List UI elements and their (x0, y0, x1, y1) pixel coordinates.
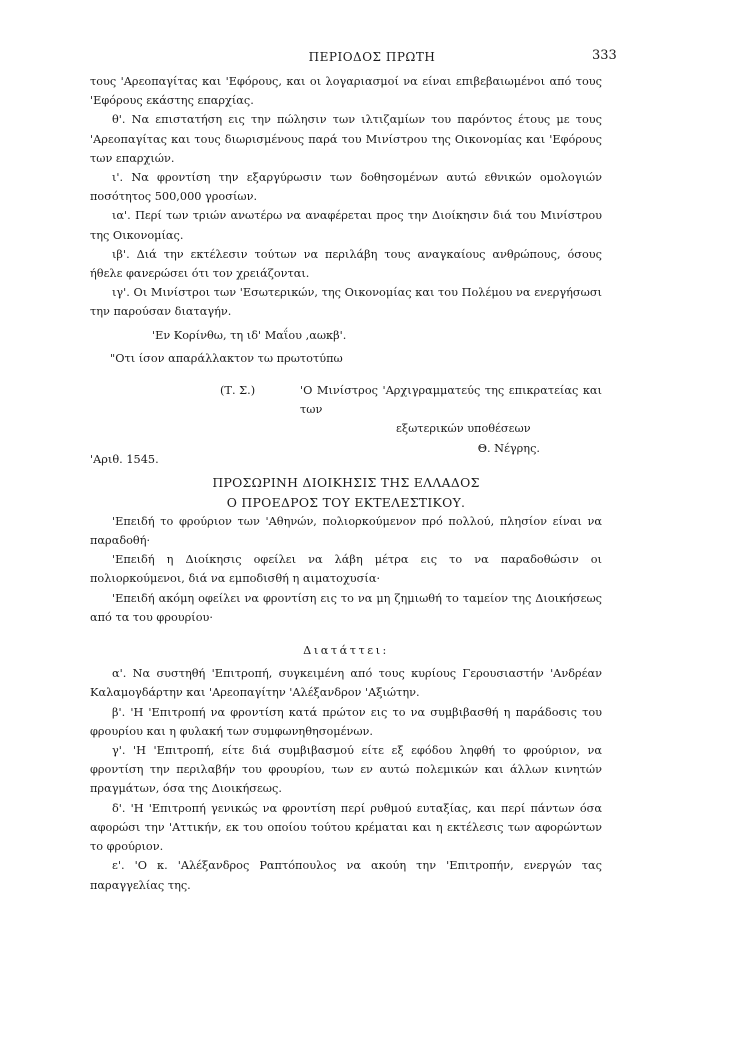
paragraph-continuation: τους 'Αρεοπαγίτας και 'Εφόρους, και οι λογαριασμοί να είναι επιβεβαιωμένοι από τους 'Εφόρους εκάστης επαρχίας. (90, 75, 602, 108)
article-theta: θ'. Να επιστατήση εις την πώλησιν των ιλτιζαμίων του παρόντος έτους με τους 'Αρεοπαγίτας και τους διωρισμένους παρά του Μινίστρου της Οικονομίας και 'Εφόρους των επαρχιών. (90, 113, 602, 165)
page-number: 333 (592, 48, 617, 63)
place-date: 'Εν Κορίνθω, τη ιδ' Μαΐου ,αωκβ'. (152, 328, 347, 342)
article-e: ε'. 'Ο κ. 'Αλέξανδρος Ραπτόπουλος να ακούη την 'Επιτροπήν, ενεργών τας παραγγελίας της. (90, 859, 602, 892)
page-body (90, 72, 602, 895)
article-a: α'. Να συστηθή 'Επιτροπή, συγκειμένη από τους κυρίους Γερουσιαστήν 'Ανδρέαν Καλαμογδάρτην και 'Αρεοπαγίτην 'Αλέξανδρον 'Αξιώτην. (90, 667, 602, 700)
signature-block (300, 381, 602, 458)
whereas-clause-3: 'Επειδή ακόμη οφείλει να φροντίση εις το να μη ζημιωθή το ταμείον της Διοικήσεως από τα του φρουρίου· (90, 591, 602, 624)
article-ig: ιγ'. Οι Μινίστροι των 'Εσωτερικών, της Οικονομίας και του Πολέμου να ενεργήσωσι την παρούσαν διαταγήν. (90, 286, 602, 319)
article-b: β'. 'Η 'Επιτροπή να φροντίση κατά πρώτον εις το να συμβιβασθή η παράδοσις του φρουρίου και η φυλακή των συμφωνηθησομένων. (90, 705, 602, 738)
signatory-title-1: 'Ο Μινίστρος 'Αρχιγραμματεύς της επικρατείας και των (300, 384, 602, 417)
document-number: 'Αριθ. 1545. (90, 453, 159, 467)
article-iota: ι'. Να φροντίση την εξαργύρωσιν των δοθησομένων αυτώ εθνικών ομολογιών ποσότητος 500,000 γροσίων. (90, 171, 602, 204)
signatory-name: Θ. Νέγρης. (477, 441, 540, 455)
whereas-clause-2: 'Επειδή η Διοίκησις οφείλει να λάβη μέτρα εις το να παραδοθώσιν οι πολιορκούμενοι, διά να εμποδισθή η αιματοχυσία· (90, 553, 602, 586)
running-title: ΠΕΡΙΟΔΟΣ ΠΡΩΤΗ (308, 50, 436, 64)
document-subheading: Ο ΠΡΟΕΔΡΟΣ ΤΟΥ ΕΚΤΕΛΕΣΤΙΚΟΥ. (226, 494, 466, 510)
signatory-title-2: εξωτερικών υποθέσεων (396, 422, 531, 436)
seal-mark: (Τ. Σ.) (220, 384, 256, 398)
article-d: δ'. 'Η 'Επιτροπή γενικώς να φροντίση περί ρυθμού ευταξίας, και περί πάντων όσα αφορώσι την 'Αττικήν, εκ του οποίου τούτου κρέμαται και η εκτέλεσις των αφορώντων το φρούριον. (90, 801, 602, 854)
article-g: γ'. 'Η 'Επιτροπή, είτε διά συμβιβασμού είτε εξ εφόδου ληφθή το φρούριον, να φροντίση την περιλαβήν του φρουρίου, των εν αυτώ πολεμικών και άλλων κινητών πραγμάτων, όσα της Διοικήσεως. (90, 744, 602, 796)
decrees-heading: Διατάττει: (303, 644, 389, 658)
signature-row (90, 381, 602, 455)
certification-line: "Οτι ίσον απαράλλακτον τω πρωτοτύπω (110, 351, 343, 365)
document-heading: ΠΡΟΣΩΡΙΝΗ ΔΙΟΙΚΗΣΙΣ ΤΗΣ ΕΛΛΑΔΟΣ (212, 475, 480, 491)
article-ia: ια'. Περί των τριών ανωτέρω να αναφέρεται προς την Διοίκησιν διά του Μινίστρου της Οικονομίας. (90, 209, 602, 242)
article-ib: ιβ'. Διά την εκτέλεσιν τούτων να περιλάβη τους αναγκαίους ανθρώπους, όσους ήθελε φανερώσει ότι τον χρειάζονται. (90, 247, 602, 281)
whereas-clause-1: 'Επειδή το φρούριον των 'Αθηνών, πολιορκούμενον πρό πολλού, πλησίον είναι να παραδοθή· (90, 514, 602, 548)
